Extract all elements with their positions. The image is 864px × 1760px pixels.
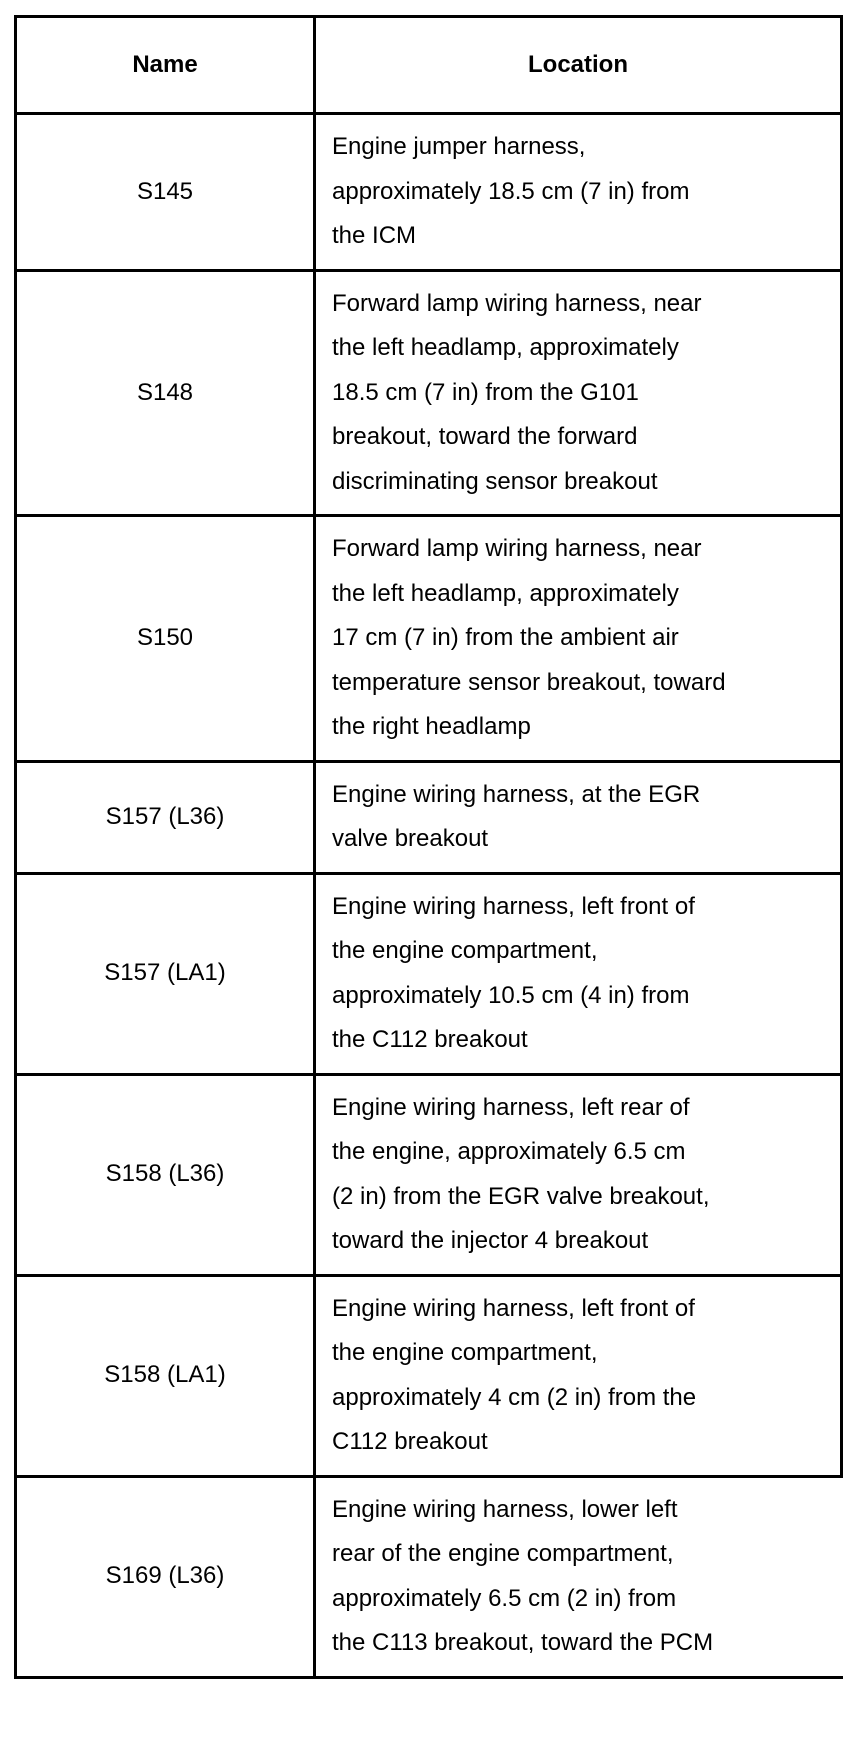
table-row — [16, 114, 842, 271]
splice-name-cell: S157 (LA1) — [16, 873, 315, 1074]
splice-location-cell: Forward lamp wiring harness, near the left headlamp, approximately 17 cm (7 in) from the ambient air temperature sensor breakout, toward the right headlamp — [315, 516, 842, 762]
splice-name-cell: S157 (L36) — [16, 761, 315, 873]
table-row — [16, 516, 842, 762]
table-row — [16, 873, 842, 1074]
splice-name-cell: S148 — [16, 270, 315, 516]
splice-location-cell: Engine wiring harness, at the EGR valve breakout — [315, 761, 842, 873]
column-header-location: Location — [315, 17, 842, 114]
splice-location-cell: Engine wiring harness, left front of the engine compartment, approximately 4 cm (2 in) from the C112 breakout — [315, 1275, 842, 1476]
splice-name-cell: S169 (L36) — [16, 1476, 315, 1677]
splice-location-cell: Engine jumper harness, approximately 18.5 cm (7 in) from the ICM — [315, 114, 842, 271]
splice-location-cell: Engine wiring harness, lower left rear of the engine compartment, approximately 6.5 cm (2 in) from the C113 breakout, toward the PCM — [315, 1476, 842, 1677]
splice-location-table — [14, 15, 843, 1679]
splice-name-cell: S145 — [16, 114, 315, 271]
splice-name-cell: S158 (L36) — [16, 1074, 315, 1275]
table-row — [16, 1074, 842, 1275]
table-row — [16, 270, 842, 516]
splice-location-cell: Engine wiring harness, left rear of the engine, approximately 6.5 cm (2 in) from the EGR valve breakout, toward the injector 4 breakout — [315, 1074, 842, 1275]
splice-name-cell: S158 (LA1) — [16, 1275, 315, 1476]
table-row — [16, 1275, 842, 1476]
splice-name-cell: S150 — [16, 516, 315, 762]
splice-location-cell: Forward lamp wiring harness, near the left headlamp, approximately 18.5 cm (7 in) from the G101 breakout, toward the forward discriminating sensor breakout — [315, 270, 842, 516]
splice-location-document — [14, 15, 843, 1679]
table-header-row — [16, 17, 842, 114]
column-header-name: Name — [16, 17, 315, 114]
table-row — [16, 761, 842, 873]
splice-location-cell: Engine wiring harness, left front of the engine compartment, approximately 10.5 cm (4 in) from the C112 breakout — [315, 873, 842, 1074]
table-row — [16, 1476, 842, 1677]
